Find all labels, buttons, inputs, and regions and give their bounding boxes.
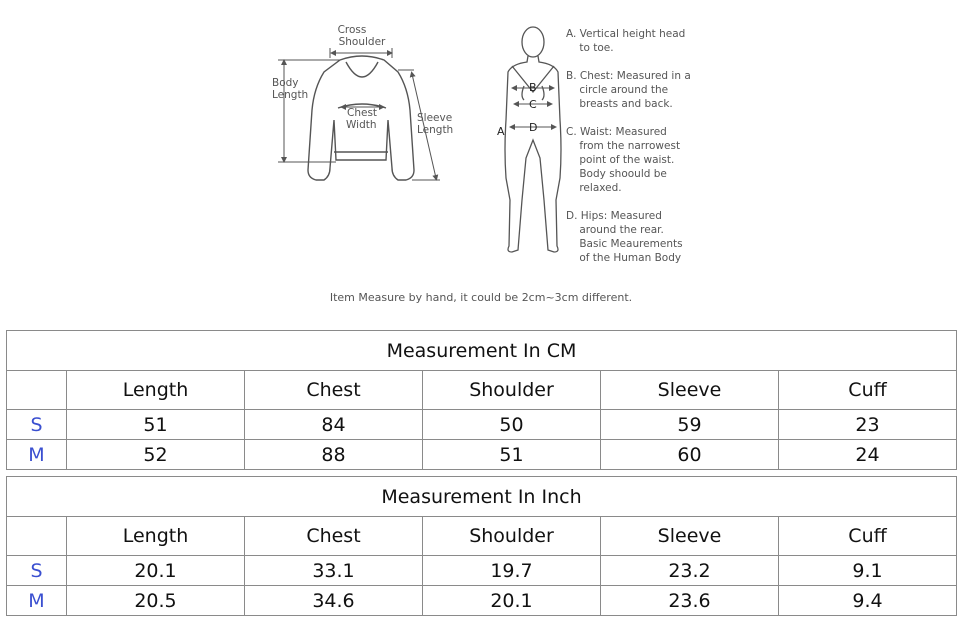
- cm-table-title: Measurement In CM: [7, 331, 957, 371]
- description-b: B. Chest: Measured in a circle around the breasts and back.: [566, 70, 691, 110]
- header-length: Length: [67, 371, 245, 410]
- header-shoulder: Shoulder: [423, 371, 601, 410]
- cell-chest: 84: [245, 410, 423, 440]
- cell-length: 20.1: [67, 556, 245, 586]
- size-label: S: [7, 556, 67, 586]
- marker-c: C: [529, 98, 537, 111]
- header-chest: Chest: [245, 517, 423, 556]
- marker-a: A: [497, 125, 505, 138]
- cell-sleeve: 23.2: [601, 556, 779, 586]
- corner-cell: [7, 517, 67, 556]
- description-c: C. Waist: Measured from the narrowest point of the waist. Body shoould be relaxed.: [566, 126, 681, 194]
- table-row: [7, 556, 957, 586]
- cell-cuff: 23: [779, 410, 957, 440]
- inch-table-title: Measurement In Inch: [7, 477, 957, 517]
- header-length: Length: [67, 517, 245, 556]
- size-label: M: [7, 440, 67, 470]
- body-length-label: Body Length: [272, 77, 309, 101]
- header-sleeve: Sleeve: [601, 517, 779, 556]
- header-shoulder: Shoulder: [423, 517, 601, 556]
- sleeve-length-label: Sleeve Length: [417, 112, 454, 136]
- table-row: [7, 440, 957, 470]
- cell-shoulder: 50: [423, 410, 601, 440]
- size-label: S: [7, 410, 67, 440]
- cell-sleeve: 23.6: [601, 586, 779, 616]
- cell-length: 52: [67, 440, 245, 470]
- cell-chest: 34.6: [245, 586, 423, 616]
- chest-width-label: Chest Width: [346, 107, 378, 131]
- header-chest: Chest: [245, 371, 423, 410]
- description-a: A. Vertical height head to toe.: [566, 28, 686, 54]
- cell-chest: 88: [245, 440, 423, 470]
- size-label: M: [7, 586, 67, 616]
- measure-note: Item Measure by hand, it could be 2cm~3cm different.: [329, 291, 633, 304]
- cross-shoulder-label: Cross Shoulder: [337, 24, 386, 48]
- header-cuff: Cuff: [779, 371, 957, 410]
- inch-size-table: [6, 476, 957, 616]
- cell-cuff: 24: [779, 440, 957, 470]
- cell-sleeve: 59: [601, 410, 779, 440]
- cell-length: 51: [67, 410, 245, 440]
- table-row: [7, 410, 957, 440]
- cell-sleeve: 60: [601, 440, 779, 470]
- header-sleeve: Sleeve: [601, 371, 779, 410]
- corner-cell: [7, 371, 67, 410]
- description-d: D. Hips: Measured around the rear. Basic Meaurements of the Human Body: [566, 210, 683, 264]
- marker-d: D: [529, 121, 538, 134]
- cell-cuff: 9.1: [779, 556, 957, 586]
- cell-shoulder: 19.7: [423, 556, 601, 586]
- header-cuff: Cuff: [779, 517, 957, 556]
- table-row: [7, 586, 957, 616]
- cell-chest: 33.1: [245, 556, 423, 586]
- cm-size-table: [6, 330, 957, 470]
- cell-shoulder: 20.1: [423, 586, 601, 616]
- marker-b: B: [529, 81, 537, 94]
- body-figure: [505, 27, 561, 252]
- cell-shoulder: 51: [423, 440, 601, 470]
- cell-cuff: 9.4: [779, 586, 957, 616]
- cell-length: 20.5: [67, 586, 245, 616]
